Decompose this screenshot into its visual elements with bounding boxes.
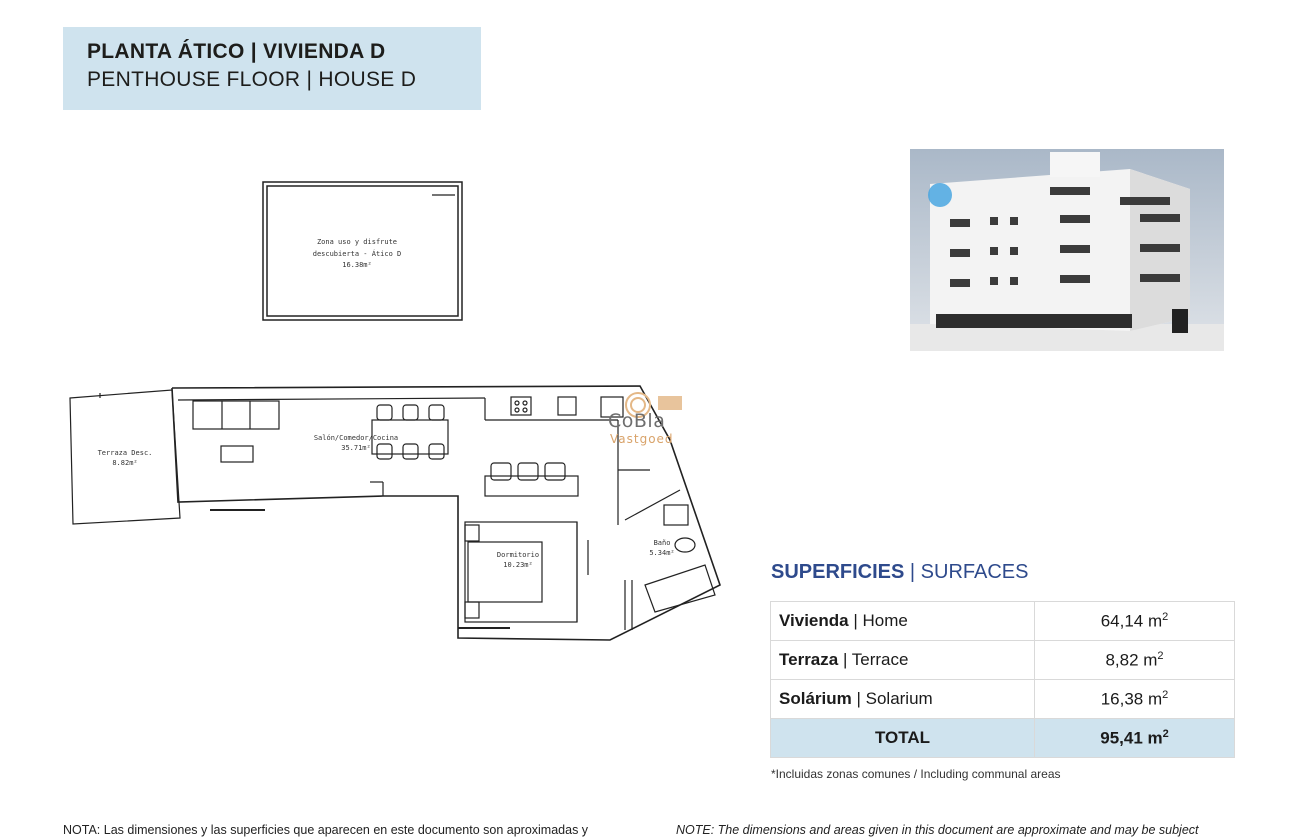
surfaces-table bbox=[770, 601, 1235, 758]
terrace-label: Terraza Desc. bbox=[97, 449, 153, 457]
total-label: TOTAL bbox=[771, 719, 1035, 758]
unit-sup: 2 bbox=[1162, 688, 1169, 701]
label-en: Terrace bbox=[851, 650, 909, 669]
sofa bbox=[193, 401, 279, 429]
value: 64,14 m bbox=[1100, 611, 1163, 631]
note-english: NOTE: The dimensions and areas given in this document are approximate and may be subject bbox=[676, 823, 1199, 837]
floor-plan bbox=[0, 0, 760, 700]
total-row bbox=[771, 719, 1235, 758]
unit-sup: 2 bbox=[1162, 610, 1169, 623]
living-label: Salón/Comedor/Cocina bbox=[313, 434, 399, 442]
row-label: Solárium | Solarium bbox=[771, 680, 1035, 719]
watermark-brand: CoBla bbox=[608, 410, 666, 432]
surfaces-title-separator: | bbox=[904, 561, 921, 583]
terrace-area: 8.82m² bbox=[112, 459, 138, 467]
surfaces-footnote: *Incluidas zonas comunes / Including communal areas bbox=[771, 767, 1061, 781]
table-row bbox=[771, 602, 1235, 641]
row-value bbox=[1035, 602, 1235, 641]
solarium-area: 16.38m² bbox=[342, 261, 372, 269]
terrace-outline bbox=[70, 390, 180, 524]
row-value bbox=[1035, 641, 1235, 680]
title-english: PENTHOUSE FLOOR | HOUSE D bbox=[87, 68, 417, 91]
value: 8,82 m bbox=[1105, 650, 1158, 670]
label-es: Solárium bbox=[779, 689, 852, 708]
solarium-label-1: Zona uso y disfrute bbox=[316, 238, 398, 246]
cobla-watermark bbox=[606, 388, 686, 450]
bedroom-area: 10.23m² bbox=[503, 561, 533, 569]
value: 95,41 m bbox=[1100, 728, 1163, 748]
surfaces-title-bold: SUPERFICIES bbox=[771, 561, 905, 583]
note-spanish: NOTA: Las dimensiones y las superficies que aparecen en este documento son aproximadas y bbox=[63, 823, 589, 837]
living-area: 35.71m² bbox=[341, 444, 371, 452]
surfaces-title bbox=[771, 561, 1028, 584]
bedroom-label: Dormitorio bbox=[496, 551, 540, 559]
bathtub bbox=[645, 565, 715, 612]
table-row bbox=[771, 680, 1235, 719]
label-en: Home bbox=[862, 611, 908, 630]
watermark-sub: Vastgoed bbox=[610, 432, 674, 446]
unit-sup: 2 bbox=[1162, 727, 1169, 740]
floor-plan-drawing bbox=[0, 0, 760, 700]
row-label: Terraza | Terrace bbox=[771, 641, 1035, 680]
building-render bbox=[910, 149, 1224, 351]
unit-sup: 2 bbox=[1157, 649, 1164, 662]
total-value bbox=[1035, 719, 1235, 758]
row-label: Vivienda | Home bbox=[771, 602, 1035, 641]
value: 16,38 m bbox=[1100, 689, 1163, 709]
solarium-label-2: descubierta - Ático D bbox=[312, 250, 402, 258]
title-spanish: PLANTA ÁTICO | VIVIENDA D bbox=[87, 40, 386, 63]
bath-area: 5.34m² bbox=[649, 549, 675, 557]
table-row bbox=[771, 641, 1235, 680]
row-value bbox=[1035, 680, 1235, 719]
surfaces-title-light: SURFACES bbox=[920, 561, 1029, 583]
label-es: Terraza bbox=[779, 650, 839, 669]
building-render-image bbox=[910, 149, 1224, 351]
label-en: Solarium bbox=[865, 689, 933, 708]
bath-label: Baño bbox=[653, 539, 671, 547]
label-es: Vivienda bbox=[779, 611, 849, 630]
